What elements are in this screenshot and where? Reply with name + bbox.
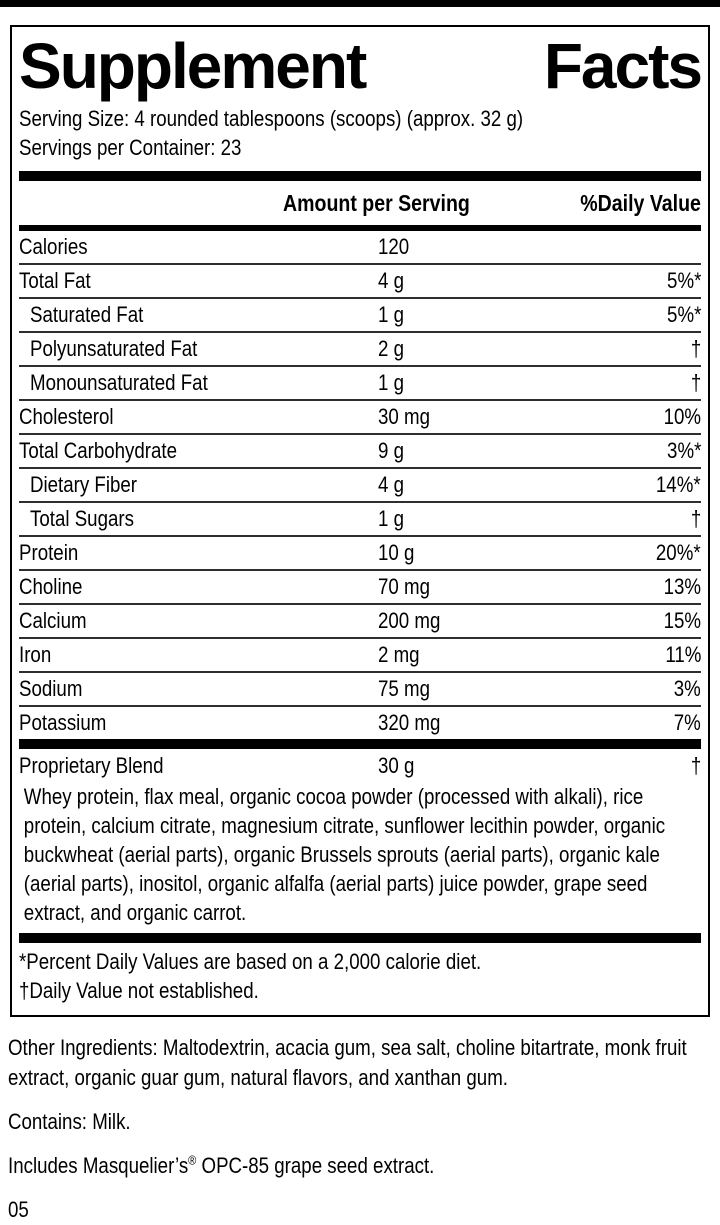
nutrient-daily-value: † bbox=[690, 336, 701, 361]
nutrient-amount: 4 g bbox=[378, 472, 405, 497]
nutrient-amount: 10 g bbox=[378, 540, 415, 565]
nutrient-name: Monounsaturated Fat bbox=[30, 370, 208, 395]
divider-heavy bbox=[19, 739, 701, 749]
nutrient-amount: 200 mg bbox=[378, 608, 441, 633]
nutrient-row bbox=[19, 467, 701, 501]
nutrient-name: Total Carbohydrate bbox=[19, 438, 178, 463]
nutrient-name: Total Fat bbox=[19, 268, 91, 293]
nutrient-daily-value: † bbox=[690, 506, 701, 531]
nutrient-amount: 75 mg bbox=[378, 676, 430, 701]
proprietary-blend-row bbox=[17, 749, 703, 781]
nutrient-daily-value: 5%* bbox=[666, 302, 701, 327]
nutrient-row bbox=[19, 365, 701, 399]
nutrient-daily-value: † bbox=[690, 370, 701, 395]
nutrient-daily-value: 7% bbox=[673, 710, 701, 735]
column-headers bbox=[17, 181, 703, 225]
panel-title bbox=[17, 30, 703, 102]
nutrient-daily-value: 3% bbox=[673, 676, 701, 701]
nutrient-name: Iron bbox=[19, 642, 52, 667]
nutrient-name: Dietary Fiber bbox=[30, 472, 138, 497]
panel-title-right: Facts bbox=[543, 30, 701, 102]
blend-description: Whey protein, flax meal, organic cocoa powder (processed with alkali), rice protein, calcium citrate, magnesium citrate, sunflower lecithin powder, organic buckwheat (aerial parts), organic Brussels sprouts (aerial parts), organic kale (aerial parts), inositol, organic alfalfa (aerial parts) juice powder, grape seed extract, and organic carrot. bbox=[23, 784, 666, 925]
nutrient-amount: 9 g bbox=[378, 438, 405, 463]
blend-amount: 30 g bbox=[378, 753, 415, 778]
nutrient-row bbox=[19, 705, 701, 739]
nutrient-rows bbox=[17, 231, 703, 739]
label-code: 05 bbox=[8, 1197, 29, 1222]
nutrient-amount: 120 bbox=[378, 234, 410, 259]
nutrient-row bbox=[19, 433, 701, 467]
nutrient-row bbox=[19, 399, 701, 433]
divider-heavy bbox=[19, 171, 701, 181]
serving-info bbox=[17, 102, 703, 162]
nutrient-row bbox=[19, 535, 701, 569]
blend-name: Proprietary Blend bbox=[19, 753, 164, 778]
nutrient-daily-value: 15% bbox=[663, 608, 701, 633]
nutrient-row bbox=[19, 501, 701, 535]
nutrient-amount: 70 mg bbox=[378, 574, 430, 599]
nutrient-row bbox=[19, 637, 701, 671]
nutrient-name: Total Sugars bbox=[30, 506, 134, 531]
nutrient-daily-value: 11% bbox=[664, 642, 701, 667]
divider-heavy bbox=[19, 933, 701, 943]
nutrient-amount: 1 g bbox=[378, 370, 405, 395]
footnote-percent-dv: *Percent Daily Values are based on a 2,000 calorie diet. bbox=[19, 949, 482, 974]
other-ingredients: Other Ingredients: Maltodextrin, acacia gum, sea salt, choline bitartrate, monk fruit extract, organic guar gum, natural flavors, and xanthan gum. bbox=[8, 1035, 687, 1090]
nutrient-row bbox=[19, 297, 701, 331]
panel-title-left: Supplement bbox=[19, 30, 366, 102]
nutrient-amount: 2 g bbox=[378, 336, 405, 361]
registered-trademark-symbol: ® bbox=[188, 1152, 197, 1168]
nutrient-name: Calories bbox=[19, 234, 88, 259]
nutrient-daily-value: 10% bbox=[663, 404, 701, 429]
nutrient-name: Saturated Fat bbox=[30, 302, 144, 327]
nutrient-daily-value: 20%* bbox=[656, 540, 701, 565]
nutrient-amount: 1 g bbox=[378, 506, 405, 531]
nutrient-name: Calcium bbox=[19, 608, 87, 633]
nutrient-name: Protein bbox=[19, 540, 79, 565]
nutrient-row bbox=[19, 231, 701, 263]
nutrient-amount: 1 g bbox=[378, 302, 405, 327]
supplement-facts-panel bbox=[10, 25, 710, 1017]
serving-size: Serving Size: 4 rounded tablespoons (scoops) (approx. 32 g) bbox=[19, 106, 524, 131]
nutrient-amount: 4 g bbox=[378, 268, 405, 293]
footnotes bbox=[17, 943, 703, 1009]
nutrient-name: Choline bbox=[19, 574, 83, 599]
nutrient-daily-value: 3%* bbox=[666, 438, 701, 463]
includes-statement: Includes Masquelier’s® OPC-85 grape seed extract. bbox=[8, 1152, 435, 1178]
servings-per-container: Servings per Container: 23 bbox=[19, 135, 242, 160]
nutrient-row bbox=[19, 331, 701, 365]
nutrient-name: Cholesterol bbox=[19, 404, 114, 429]
contains-statement: Contains: Milk. bbox=[8, 1109, 131, 1134]
column-header-amount: Amount per Serving bbox=[283, 189, 470, 216]
nutrient-name: Sodium bbox=[19, 676, 83, 701]
nutrient-daily-value: 14%* bbox=[656, 472, 701, 497]
nutrient-name: Polyunsaturated Fat bbox=[30, 336, 198, 361]
top-accent-bar bbox=[0, 0, 720, 7]
nutrient-row bbox=[19, 603, 701, 637]
nutrient-daily-value: 13% bbox=[663, 574, 701, 599]
blend-daily-value: † bbox=[690, 753, 701, 778]
nutrient-row bbox=[19, 569, 701, 603]
nutrient-name: Potassium bbox=[19, 710, 107, 735]
footnote-dagger: †Daily Value not established. bbox=[19, 978, 259, 1003]
below-panel-text bbox=[8, 1033, 710, 1225]
nutrient-amount: 2 mg bbox=[378, 642, 420, 667]
nutrient-daily-value: 5%* bbox=[666, 268, 701, 293]
nutrient-daily-value bbox=[528, 232, 701, 262]
nutrient-row bbox=[19, 671, 701, 705]
column-header-daily-value: %Daily Value bbox=[580, 189, 701, 216]
nutrient-amount: 30 mg bbox=[378, 404, 430, 429]
nutrient-row bbox=[19, 263, 701, 297]
nutrient-amount: 320 mg bbox=[378, 710, 441, 735]
